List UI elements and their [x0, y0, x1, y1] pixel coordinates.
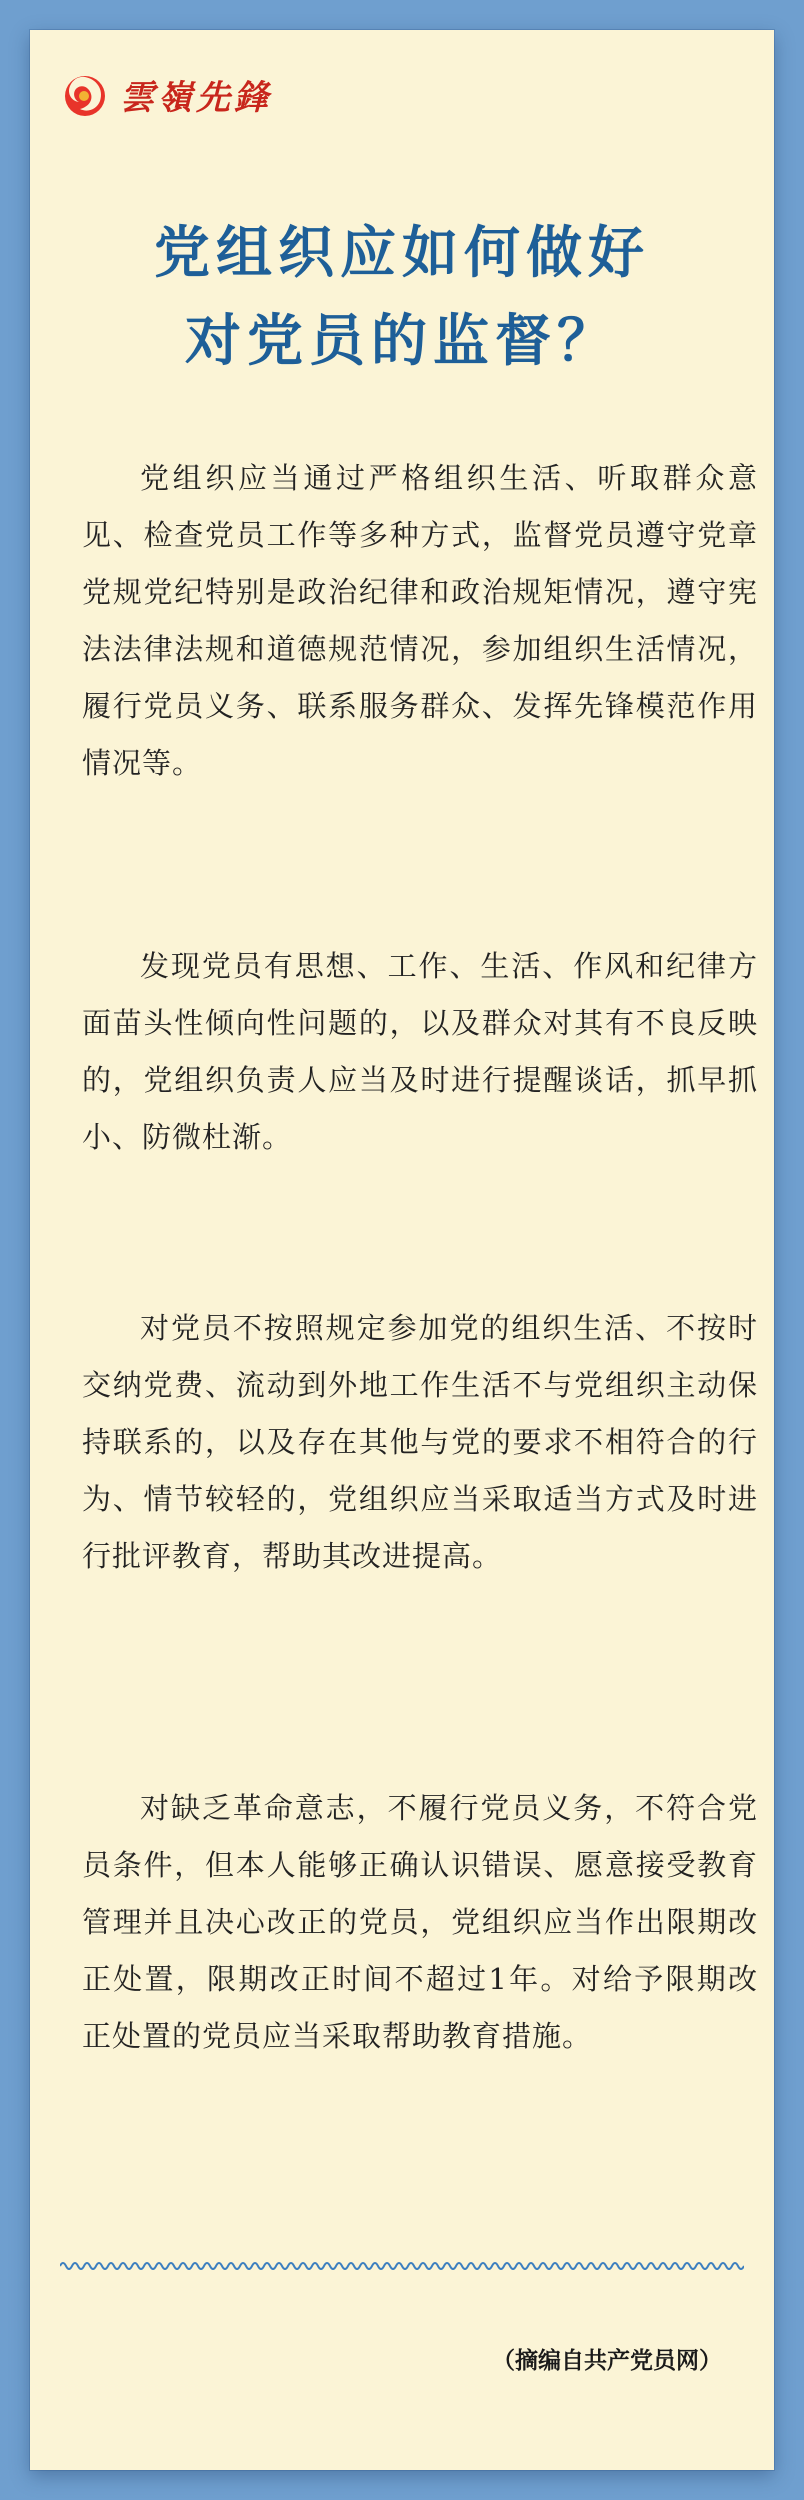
body-paragraph-1: 党组织应当通过严格组织生活、听取群众意见、检查党员工作等多种方式，监督党员遵守党章党规党纪特别是政治纪律和政治规矩情况，遵守宪法法律法规和道德规范情况，参加组织生活情况，履行党员义务、联系服务群众、发挥先锋模范作用情况等。: [82, 461, 758, 780]
wave-divider: [60, 2258, 744, 2274]
source-attribution: （摘编自共产党员网）: [492, 2348, 722, 2374]
brand-name: 雲嶺先鋒: [120, 77, 272, 118]
title-line-2: 对党员的监督？: [185, 309, 619, 374]
page-title: [30, 210, 774, 386]
article-card: [30, 30, 774, 2470]
body-paragraph-3: 对党员不按照规定参加党的组织生活、不按时交纳党费、流动到外地工作生活不与党组织主动保持联系的，以及存在其他与党的要求不相符合的行为、情节较轻的，党组织应当采取适当方式及时进行批评教育，帮助其改进提高。: [82, 1311, 758, 1573]
title-line-1: 党组织应如何做好: [154, 221, 650, 286]
brand-logo: [60, 64, 272, 124]
body-paragraph-2: 发现党员有思想、工作、生活、作风和纪律方面苗头性倾向性问题的，以及群众对其有不良反映的，党组织负责人应当及时进行提醒谈话，抓早抓小、防微杜渐。: [82, 949, 758, 1154]
red-flame-swirl-icon: [60, 69, 110, 119]
body-paragraph-4: 对缺乏革命意志，不履行党员义务，不符合党员条件，但本人能够正确认识错误、愿意接受教育管理并且决心改正的党员，党组织应当作出限期改正处置，限期改正时间不超过1年。对给予限期改正处置的党员应当采取帮助教育措施。: [82, 1791, 758, 2053]
